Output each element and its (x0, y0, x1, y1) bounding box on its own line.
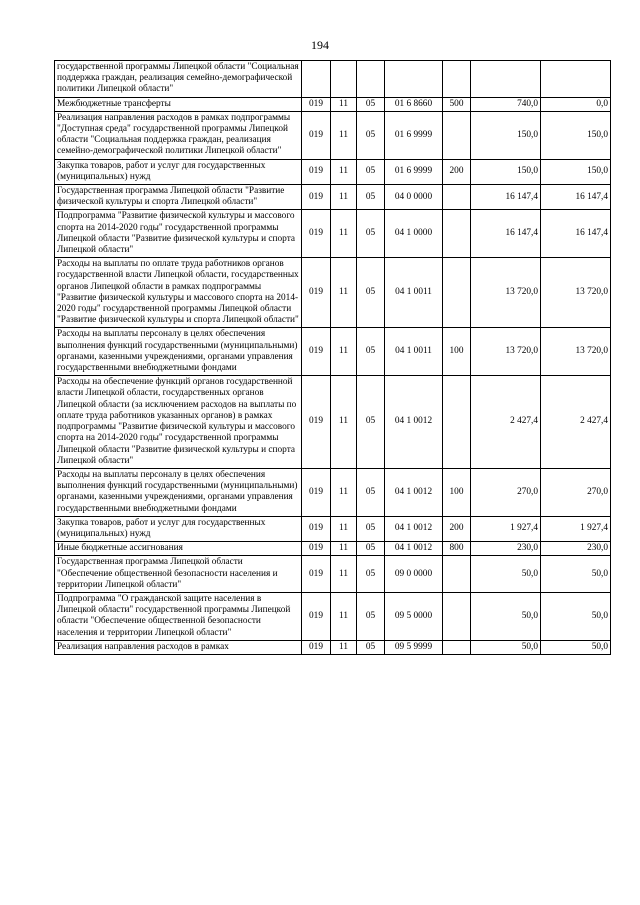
table-row (55, 556, 611, 593)
amount-year1-cell: 1 927,4 (471, 516, 541, 541)
table-row (55, 592, 611, 640)
ministry-code-cell: 019 (302, 542, 331, 556)
target-article-cell: 09 5 0000 (385, 592, 443, 640)
section-code-cell: 11 (331, 111, 357, 159)
target-article-cell: 04 1 0012 (385, 516, 443, 541)
section-code-cell: 11 (331, 542, 357, 556)
expense-type-cell (443, 185, 471, 210)
expense-type-cell: 500 (443, 97, 471, 111)
amount-year2-cell: 50,0 (541, 556, 611, 593)
section-code-cell: 11 (331, 640, 357, 654)
subsection-code-cell: 05 (357, 640, 385, 654)
expense-type-cell (443, 111, 471, 159)
expense-type-cell (443, 556, 471, 593)
subsection-code-cell: 05 (357, 210, 385, 258)
expense-type-cell (443, 640, 471, 654)
page-number: 194 (311, 38, 329, 52)
table-row (55, 97, 611, 111)
table-row (55, 376, 611, 469)
table-row (55, 468, 611, 516)
ministry-code-cell: 019 (302, 111, 331, 159)
subsection-code-cell: 05 (357, 592, 385, 640)
section-code-cell: 11 (331, 556, 357, 593)
target-article-cell: 09 0 0000 (385, 556, 443, 593)
ministry-code-cell: 019 (302, 592, 331, 640)
amount-year1-cell (471, 61, 541, 98)
expense-type-cell: 100 (443, 328, 471, 376)
subsection-code-cell: 05 (357, 185, 385, 210)
table-row (55, 61, 611, 98)
row-name-cell: Закупка товаров, работ и услуг для государственных (муниципальных) нужд (55, 159, 302, 184)
subsection-code-cell (357, 61, 385, 98)
row-name-cell: Подпрограмма "Развитие физической культуры и массового спорта на 2014-2020 годы" государственной программы Липецкой области "Развитие физической культуры и спорта Липецкой области" (55, 210, 302, 258)
section-code-cell: 11 (331, 185, 357, 210)
target-article-cell: 04 1 0011 (385, 258, 443, 328)
target-article-cell: 04 1 0012 (385, 376, 443, 469)
ministry-code-cell: 019 (302, 185, 331, 210)
amount-year1-cell: 230,0 (471, 542, 541, 556)
ministry-code-cell: 019 (302, 516, 331, 541)
amount-year2-cell: 150,0 (541, 159, 611, 184)
amount-year1-cell: 50,0 (471, 556, 541, 593)
ministry-code-cell: 019 (302, 210, 331, 258)
amount-year2-cell: 230,0 (541, 542, 611, 556)
subsection-code-cell: 05 (357, 516, 385, 541)
row-name-cell: Реализация направления расходов в рамках подпрограммы "Доступная среда" государственной программы Липецкой области "Социальная поддержка граждан, реализация семейно-демографической политики Липецкой области" (55, 111, 302, 159)
expense-type-cell: 800 (443, 542, 471, 556)
table-row (55, 542, 611, 556)
subsection-code-cell: 05 (357, 376, 385, 469)
ministry-code-cell: 019 (302, 556, 331, 593)
amount-year2-cell: 1 927,4 (541, 516, 611, 541)
ministry-code-cell: 019 (302, 97, 331, 111)
target-article-cell: 09 5 9999 (385, 640, 443, 654)
amount-year2-cell: 50,0 (541, 592, 611, 640)
row-name-cell: Подпрограмма "О гражданской защите населения в Липецкой области" государственной программы Липецкой области "Обеспечение общественной безопасности населения и территории Липецкой области" (55, 592, 302, 640)
expense-type-cell: 100 (443, 468, 471, 516)
section-code-cell: 11 (331, 592, 357, 640)
table-row (55, 516, 611, 541)
target-article-cell: 04 1 0012 (385, 468, 443, 516)
subsection-code-cell: 05 (357, 258, 385, 328)
table-row (55, 159, 611, 184)
amount-year2-cell: 2 427,4 (541, 376, 611, 469)
ministry-code-cell: 019 (302, 376, 331, 469)
table-row (55, 210, 611, 258)
amount-year1-cell: 150,0 (471, 159, 541, 184)
budget-table (54, 60, 611, 655)
expense-type-cell (443, 258, 471, 328)
expense-type-cell (443, 210, 471, 258)
row-name-cell: Межбюджетные трансферты (55, 97, 302, 111)
subsection-code-cell: 05 (357, 556, 385, 593)
amount-year2-cell: 50,0 (541, 640, 611, 654)
amount-year2-cell: 16 147,4 (541, 185, 611, 210)
ministry-code-cell: 019 (302, 468, 331, 516)
table-row (55, 185, 611, 210)
ministry-code-cell: 019 (302, 640, 331, 654)
row-name-cell: Расходы на выплаты по оплате труда работников органов государственной власти Липецкой области, государственных органов Липецкой области в рамках подпрограммы "Развитие физической культуры и массового спорта на 2014-2020 годы" государственной программы Липецкой области "Развитие физической культуры и спорта Липецкой области" (55, 258, 302, 328)
target-article-cell: 01 6 8660 (385, 97, 443, 111)
amount-year1-cell: 270,0 (471, 468, 541, 516)
subsection-code-cell: 05 (357, 542, 385, 556)
amount-year1-cell: 13 720,0 (471, 258, 541, 328)
section-code-cell (331, 61, 357, 98)
section-code-cell: 11 (331, 97, 357, 111)
target-article-cell: 04 1 0011 (385, 328, 443, 376)
ministry-code-cell: 019 (302, 258, 331, 328)
subsection-code-cell: 05 (357, 159, 385, 184)
amount-year1-cell: 13 720,0 (471, 328, 541, 376)
target-article-cell: 01 6 9999 (385, 111, 443, 159)
expense-type-cell: 200 (443, 516, 471, 541)
table-row (55, 328, 611, 376)
amount-year1-cell: 16 147,4 (471, 210, 541, 258)
amount-year2-cell (541, 61, 611, 98)
table-row (55, 640, 611, 654)
row-name-cell: Реализация направления расходов в рамках (55, 640, 302, 654)
ministry-code-cell (302, 61, 331, 98)
row-name-cell: Государственная программа Липецкой области "Развитие физической культуры и спорта Липецкой области" (55, 185, 302, 210)
amount-year1-cell: 50,0 (471, 592, 541, 640)
table-row (55, 258, 611, 328)
ministry-code-cell: 019 (302, 159, 331, 184)
section-code-cell: 11 (331, 210, 357, 258)
section-code-cell: 11 (331, 159, 357, 184)
section-code-cell: 11 (331, 376, 357, 469)
amount-year2-cell: 16 147,4 (541, 210, 611, 258)
target-article-cell: 04 1 0012 (385, 542, 443, 556)
section-code-cell: 11 (331, 328, 357, 376)
expense-type-cell: 200 (443, 159, 471, 184)
amount-year1-cell: 740,0 (471, 97, 541, 111)
row-name-cell: Расходы на выплаты персоналу в целях обеспечения выполнения функций государственными (муниципальными) органами, казенными учреждениями, органами управления государственными внебюджетными фондами (55, 468, 302, 516)
table-row (55, 111, 611, 159)
subsection-code-cell: 05 (357, 97, 385, 111)
section-code-cell: 11 (331, 516, 357, 541)
amount-year1-cell: 2 427,4 (471, 376, 541, 469)
subsection-code-cell: 05 (357, 328, 385, 376)
ministry-code-cell: 019 (302, 328, 331, 376)
expense-type-cell (443, 376, 471, 469)
amount-year2-cell: 0,0 (541, 97, 611, 111)
target-article-cell: 01 6 9999 (385, 159, 443, 184)
target-article-cell: 04 1 0000 (385, 210, 443, 258)
row-name-cell: Закупка товаров, работ и услуг для государственных (муниципальных) нужд (55, 516, 302, 541)
amount-year1-cell: 16 147,4 (471, 185, 541, 210)
subsection-code-cell: 05 (357, 468, 385, 516)
amount-year1-cell: 50,0 (471, 640, 541, 654)
row-name-cell: Иные бюджетные ассигнования (55, 542, 302, 556)
section-code-cell: 11 (331, 468, 357, 516)
subsection-code-cell: 05 (357, 111, 385, 159)
section-code-cell: 11 (331, 258, 357, 328)
row-name-cell: Расходы на выплаты персоналу в целях обеспечения выполнения функций государственными (муниципальными) органами, казенными учреждениями, органами управления государственными внебюджетными фондами (55, 328, 302, 376)
amount-year2-cell: 150,0 (541, 111, 611, 159)
amount-year2-cell: 13 720,0 (541, 328, 611, 376)
row-name-cell: Государственная программа Липецкой области "Обеспечение общественной безопасности населения и территории Липецкой области" (55, 556, 302, 593)
expense-type-cell (443, 61, 471, 98)
target-article-cell (385, 61, 443, 98)
target-article-cell: 04 0 0000 (385, 185, 443, 210)
expense-type-cell (443, 592, 471, 640)
row-name-cell: государственной программы Липецкой области "Социальная поддержка граждан, реализация семейно-демографической политики Липецкой области" (55, 61, 302, 98)
amount-year2-cell: 270,0 (541, 468, 611, 516)
amount-year2-cell: 13 720,0 (541, 258, 611, 328)
row-name-cell: Расходы на обеспечение функций органов государственной власти Липецкой области, государственных органов Липецкой области (за исключением расходов на выплаты по оплате труда работников указанных органов) в рамках подпрограммы "Развитие физической культуры и массового спорта на 2014-2020 годы" государственной программы Липецкой области "Развитие физической культуры и спорта Липецкой области" (55, 376, 302, 469)
amount-year1-cell: 150,0 (471, 111, 541, 159)
